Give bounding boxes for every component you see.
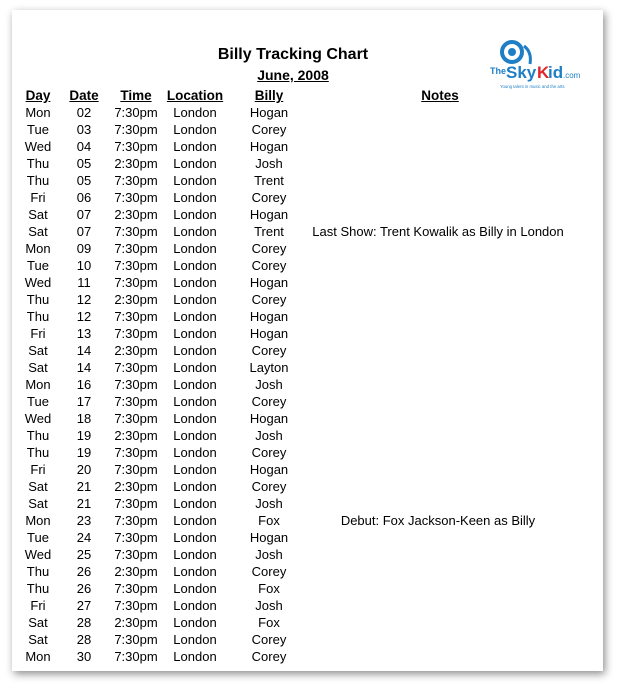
svg-text:The: The xyxy=(490,66,507,76)
table-row xyxy=(0,597,623,614)
cell-notes: Debut: Fox Jackson-Keen as Billy xyxy=(340,513,536,528)
cell-day: Mon xyxy=(25,513,51,528)
table-row xyxy=(0,138,623,155)
header-billy: Billy xyxy=(254,88,284,103)
cell-day: Thu xyxy=(26,292,50,307)
table-row xyxy=(0,478,623,495)
cell-time: 2:30pm xyxy=(114,479,158,494)
cell-time: 7:30pm xyxy=(114,122,158,137)
cell-day: Sat xyxy=(28,343,48,358)
cell-time: 7:30pm xyxy=(114,513,158,528)
cell-billy: Josh xyxy=(255,547,283,562)
cell-day: Sat xyxy=(28,479,48,494)
cell-time: 7:30pm xyxy=(114,224,158,239)
cell-time: 7:30pm xyxy=(114,632,158,647)
cell-billy: Corey xyxy=(251,564,287,579)
cell-billy: Trent xyxy=(254,224,284,239)
cell-date: 28 xyxy=(76,632,92,647)
table-row xyxy=(0,461,623,478)
cell-day: Sat xyxy=(28,360,48,375)
cell-day: Mon xyxy=(25,649,51,664)
cell-time: 2:30pm xyxy=(114,343,158,358)
cell-date: 17 xyxy=(76,394,92,409)
table-row xyxy=(0,495,623,512)
cell-location: London xyxy=(173,139,217,154)
cell-billy: Corey xyxy=(251,632,287,647)
cell-date: 21 xyxy=(76,496,92,511)
cell-date: 16 xyxy=(76,377,92,392)
schedule-table-body xyxy=(0,104,623,665)
cell-day: Sat xyxy=(28,207,48,222)
table-row xyxy=(0,529,623,546)
cell-date: 07 xyxy=(76,207,92,222)
cell-day: Thu xyxy=(26,564,50,579)
cell-time: 7:30pm xyxy=(114,258,158,273)
cell-billy: Hogan xyxy=(249,530,289,545)
cell-billy: Corey xyxy=(251,122,287,137)
table-row xyxy=(0,223,623,240)
chart-subtitle: June, 2008 xyxy=(257,67,329,83)
cell-date: 14 xyxy=(76,343,92,358)
cell-location: London xyxy=(173,411,217,426)
cell-time: 7:30pm xyxy=(114,581,158,596)
cell-billy: Hogan xyxy=(249,462,289,477)
cell-location: London xyxy=(173,564,217,579)
cell-day: Fri xyxy=(30,190,46,205)
cell-billy: Hogan xyxy=(249,309,289,324)
table-row xyxy=(0,359,623,376)
cell-location: London xyxy=(173,224,217,239)
cell-date: 26 xyxy=(76,581,92,596)
cell-day: Tue xyxy=(27,258,49,273)
cell-billy: Corey xyxy=(251,241,287,256)
cell-time: 2:30pm xyxy=(114,156,158,171)
cell-time: 2:30pm xyxy=(114,428,158,443)
cell-date: 07 xyxy=(76,224,92,239)
cell-date: 19 xyxy=(76,445,92,460)
table-row xyxy=(0,631,623,648)
cell-billy: Hogan xyxy=(249,275,289,290)
cell-location: London xyxy=(173,326,217,341)
cell-billy: Fox xyxy=(258,615,280,630)
cell-billy: Hogan xyxy=(249,207,289,222)
cell-billy: Corey xyxy=(251,445,287,460)
cell-day: Fri xyxy=(30,462,46,477)
cell-location: London xyxy=(173,513,217,528)
cell-time: 7:30pm xyxy=(114,377,158,392)
cell-day: Sat xyxy=(28,632,48,647)
table-row xyxy=(0,189,623,206)
cell-date: 28 xyxy=(76,615,92,630)
table-row xyxy=(0,563,623,580)
svg-text:id: id xyxy=(548,63,564,82)
cell-day: Mon xyxy=(25,241,51,256)
cell-day: Sat xyxy=(28,615,48,630)
table-row xyxy=(0,444,623,461)
header-day: Day xyxy=(25,88,51,103)
cell-billy: Josh xyxy=(255,377,283,392)
cell-time: 2:30pm xyxy=(114,615,158,630)
cell-time: 7:30pm xyxy=(114,598,158,613)
table-row xyxy=(0,342,623,359)
table-row xyxy=(0,155,623,172)
cell-date: 04 xyxy=(76,139,92,154)
cell-time: 7:30pm xyxy=(114,139,158,154)
cell-location: London xyxy=(173,462,217,477)
cell-date: 23 xyxy=(76,513,92,528)
cell-location: London xyxy=(173,173,217,188)
cell-date: 03 xyxy=(76,122,92,137)
table-row xyxy=(0,206,623,223)
cell-date: 02 xyxy=(76,105,92,120)
cell-day: Mon xyxy=(25,377,51,392)
cell-day: Tue xyxy=(27,394,49,409)
cell-day: Thu xyxy=(26,445,50,460)
table-row xyxy=(0,121,623,138)
cell-location: London xyxy=(173,156,217,171)
cell-billy: Hogan xyxy=(249,326,289,341)
cell-time: 7:30pm xyxy=(114,241,158,256)
cell-location: London xyxy=(173,292,217,307)
cell-time: 7:30pm xyxy=(114,394,158,409)
table-row xyxy=(0,104,623,121)
cell-day: Sat xyxy=(28,224,48,239)
cell-time: 2:30pm xyxy=(114,564,158,579)
cell-date: 06 xyxy=(76,190,92,205)
cell-location: London xyxy=(173,394,217,409)
cell-day: Wed xyxy=(24,139,52,154)
svg-text:Sky: Sky xyxy=(506,63,537,82)
cell-day: Thu xyxy=(26,156,50,171)
cell-location: London xyxy=(173,190,217,205)
cell-location: London xyxy=(173,258,217,273)
cell-date: 26 xyxy=(76,564,92,579)
svg-text:Young talent in music and the: Young talent in music and the arts xyxy=(500,84,565,89)
cell-date: 20 xyxy=(76,462,92,477)
cell-day: Thu xyxy=(26,173,50,188)
table-row xyxy=(0,274,623,291)
header-location: Location xyxy=(166,88,224,103)
table-row xyxy=(0,257,623,274)
cell-day: Tue xyxy=(27,530,49,545)
cell-date: 09 xyxy=(76,241,92,256)
cell-date: 13 xyxy=(76,326,92,341)
cell-time: 7:30pm xyxy=(114,105,158,120)
cell-date: 14 xyxy=(76,360,92,375)
cell-billy: Corey xyxy=(251,258,287,273)
cell-time: 2:30pm xyxy=(114,207,158,222)
cell-date: 24 xyxy=(76,530,92,545)
cell-time: 7:30pm xyxy=(114,496,158,511)
cell-day: Tue xyxy=(27,122,49,137)
cell-time: 7:30pm xyxy=(114,275,158,290)
cell-billy: Fox xyxy=(258,513,280,528)
cell-date: 18 xyxy=(76,411,92,426)
cell-day: Thu xyxy=(26,428,50,443)
cell-location: London xyxy=(173,445,217,460)
table-row xyxy=(0,325,623,342)
cell-location: London xyxy=(173,615,217,630)
cell-billy: Fox xyxy=(258,581,280,596)
cell-billy: Hogan xyxy=(249,139,289,154)
cell-billy: Corey xyxy=(251,190,287,205)
table-row xyxy=(0,240,623,257)
cell-billy: Corey xyxy=(251,292,287,307)
cell-date: 12 xyxy=(76,292,92,307)
cell-location: London xyxy=(173,377,217,392)
cell-billy: Hogan xyxy=(249,411,289,426)
svg-text:K: K xyxy=(537,63,550,82)
cell-day: Mon xyxy=(25,105,51,120)
cell-day: Fri xyxy=(30,598,46,613)
cell-location: London xyxy=(173,105,217,120)
chart-title: Billy Tracking Chart xyxy=(217,46,369,63)
table-row xyxy=(0,308,623,325)
table-row xyxy=(0,546,623,563)
table-row xyxy=(0,410,623,427)
header-notes: Notes xyxy=(421,88,459,103)
cell-billy: Josh xyxy=(255,156,283,171)
cell-time: 7:30pm xyxy=(114,190,158,205)
cell-date: 10 xyxy=(76,258,92,273)
cell-time: 7:30pm xyxy=(114,462,158,477)
header-date: Date xyxy=(69,88,99,103)
cell-location: London xyxy=(173,598,217,613)
cell-location: London xyxy=(173,530,217,545)
cell-time: 2:30pm xyxy=(114,292,158,307)
cell-time: 7:30pm xyxy=(114,309,158,324)
cell-billy: Corey xyxy=(251,649,287,664)
table-row xyxy=(0,512,623,529)
cell-location: London xyxy=(173,428,217,443)
table-row xyxy=(0,648,623,665)
cell-billy: Josh xyxy=(255,598,283,613)
cell-location: London xyxy=(173,207,217,222)
cell-location: London xyxy=(173,122,217,137)
table-row xyxy=(0,393,623,410)
table-row xyxy=(0,580,623,597)
cell-date: 12 xyxy=(76,309,92,324)
cell-location: London xyxy=(173,309,217,324)
cell-date: 21 xyxy=(76,479,92,494)
cell-date: 05 xyxy=(76,156,92,171)
cell-date: 11 xyxy=(77,275,91,290)
cell-location: London xyxy=(173,275,217,290)
cell-location: London xyxy=(173,496,217,511)
cell-billy: Layton xyxy=(249,360,289,375)
cell-location: London xyxy=(173,479,217,494)
cell-billy: Corey xyxy=(251,479,287,494)
cell-day: Wed xyxy=(24,411,52,426)
cell-date: 05 xyxy=(76,173,92,188)
cell-billy: Josh xyxy=(255,496,283,511)
cell-day: Thu xyxy=(26,581,50,596)
cell-time: 7:30pm xyxy=(114,411,158,426)
cell-day: Thu xyxy=(26,309,50,324)
cell-billy: Corey xyxy=(251,394,287,409)
cell-location: London xyxy=(173,581,217,596)
cell-location: London xyxy=(173,649,217,664)
skykid-logo xyxy=(490,38,595,98)
cell-time: 7:30pm xyxy=(114,547,158,562)
cell-time: 7:30pm xyxy=(114,173,158,188)
table-row xyxy=(0,614,623,631)
table-row xyxy=(0,376,623,393)
cell-date: 30 xyxy=(76,649,92,664)
cell-time: 7:30pm xyxy=(114,445,158,460)
cell-time: 7:30pm xyxy=(114,360,158,375)
svg-text:.com: .com xyxy=(563,71,581,80)
cell-time: 7:30pm xyxy=(114,530,158,545)
cell-time: 7:30pm xyxy=(114,649,158,664)
cell-billy: Corey xyxy=(251,343,287,358)
cell-billy: Hogan xyxy=(249,105,289,120)
cell-day: Wed xyxy=(24,275,52,290)
cell-location: London xyxy=(173,547,217,562)
cell-location: London xyxy=(173,360,217,375)
cell-date: 27 xyxy=(76,598,92,613)
cell-day: Wed xyxy=(24,547,52,562)
cell-time: 7:30pm xyxy=(114,326,158,341)
table-row xyxy=(0,291,623,308)
cell-location: London xyxy=(173,343,217,358)
table-row xyxy=(0,172,623,189)
cell-location: London xyxy=(173,632,217,647)
cell-billy: Josh xyxy=(255,428,283,443)
table-row xyxy=(0,427,623,444)
cell-location: London xyxy=(173,241,217,256)
cell-day: Sat xyxy=(28,496,48,511)
cell-day: Fri xyxy=(30,326,46,341)
cell-notes: Last Show: Trent Kowalik as Billy in London xyxy=(312,224,564,239)
header-time: Time xyxy=(120,88,152,103)
cell-date: 25 xyxy=(76,547,92,562)
cell-date: 19 xyxy=(76,428,92,443)
cell-billy: Trent xyxy=(254,173,284,188)
